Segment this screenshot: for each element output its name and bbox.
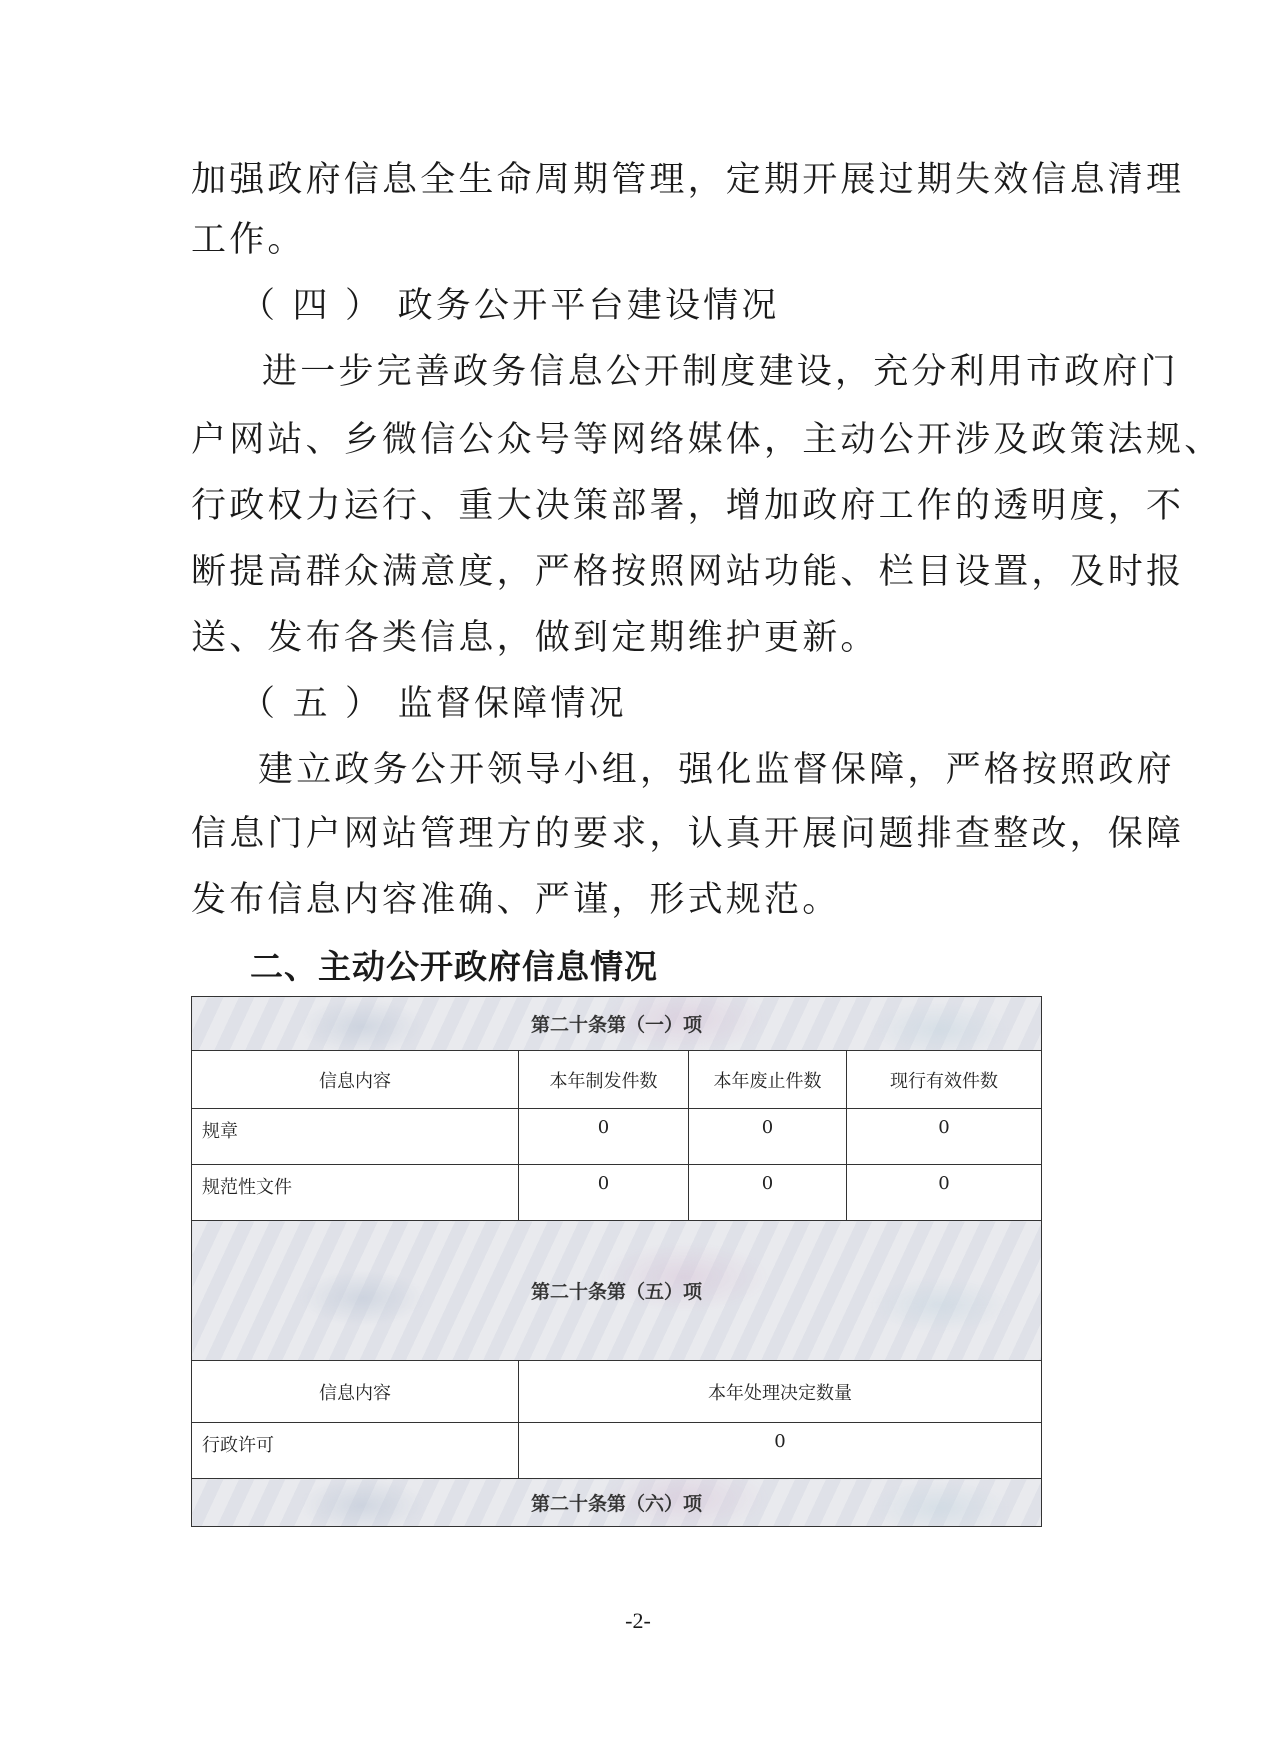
paragraph-line: 建立政务公开领导小组，强化监督保障，严格按照政府 (258, 750, 1175, 790)
section-title: 二、主动公开政府信息情况 (250, 947, 658, 986)
row-value: 0 (847, 1109, 1042, 1165)
table-band-article-20-1: 第二十条第（一）项 (192, 997, 1042, 1051)
row-label: 规范性文件 (192, 1165, 519, 1221)
table-row (192, 1423, 1042, 1479)
table-header: 本年处理决定数量 (519, 1361, 1042, 1423)
paragraph-line: 断提高群众满意度，严格按照网站功能、栏目设置，及时报 (191, 552, 1185, 592)
table-band-article-20-6: 第二十条第（六）项 (192, 1479, 1042, 1527)
table-row (192, 1109, 1042, 1165)
subsection-heading: （ 四 ） 政务公开平台建设情况 (240, 286, 780, 326)
row-label: 规章 (192, 1109, 519, 1165)
table-row (192, 1165, 1042, 1221)
table-header: 本年废止件数 (689, 1051, 847, 1109)
paragraph-line: 加强政府信息全生命周期管理，定期开展过期失效信息清理 (191, 160, 1185, 200)
row-value: 0 (519, 1109, 689, 1165)
subsection-heading: （ 五 ） 监督保障情况 (240, 684, 627, 724)
paragraph-line: 工作。 (191, 220, 306, 260)
table-header: 信息内容 (192, 1361, 519, 1423)
table-header: 信息内容 (192, 1051, 519, 1109)
row-value: 0 (689, 1165, 847, 1221)
row-label: 行政许可 (192, 1423, 519, 1479)
table-header: 本年制发件数 (519, 1051, 689, 1109)
disclosure-table (191, 996, 1042, 1527)
paragraph-line: 进一步完善政务信息公开制度建设，充分利用市政府门 (262, 352, 1179, 392)
row-value: 0 (847, 1165, 1042, 1221)
paragraph-line: 送、发布各类信息，做到定期维护更新。 (191, 618, 879, 658)
paragraph-line: 行政权力运行、重大决策部署，增加政府工作的透明度，不 (191, 486, 1185, 526)
page-number: -2- (625, 1608, 651, 1633)
row-value: 0 (689, 1109, 847, 1165)
table-band-article-20-5: 第二十条第（五）项 (192, 1221, 1042, 1361)
paragraph-line: 发布信息内容准确、严谨，形式规范。 (191, 880, 841, 920)
paragraph-line: 信息门户网站管理方的要求，认真开展问题排查整改，保障 (191, 814, 1185, 854)
table-header: 现行有效件数 (847, 1051, 1042, 1109)
paragraph-line: 户网站、乡微信公众号等网络媒体，主动公开涉及政策法规、 (191, 420, 1223, 460)
row-value: 0 (519, 1423, 1042, 1479)
row-value: 0 (519, 1165, 689, 1221)
